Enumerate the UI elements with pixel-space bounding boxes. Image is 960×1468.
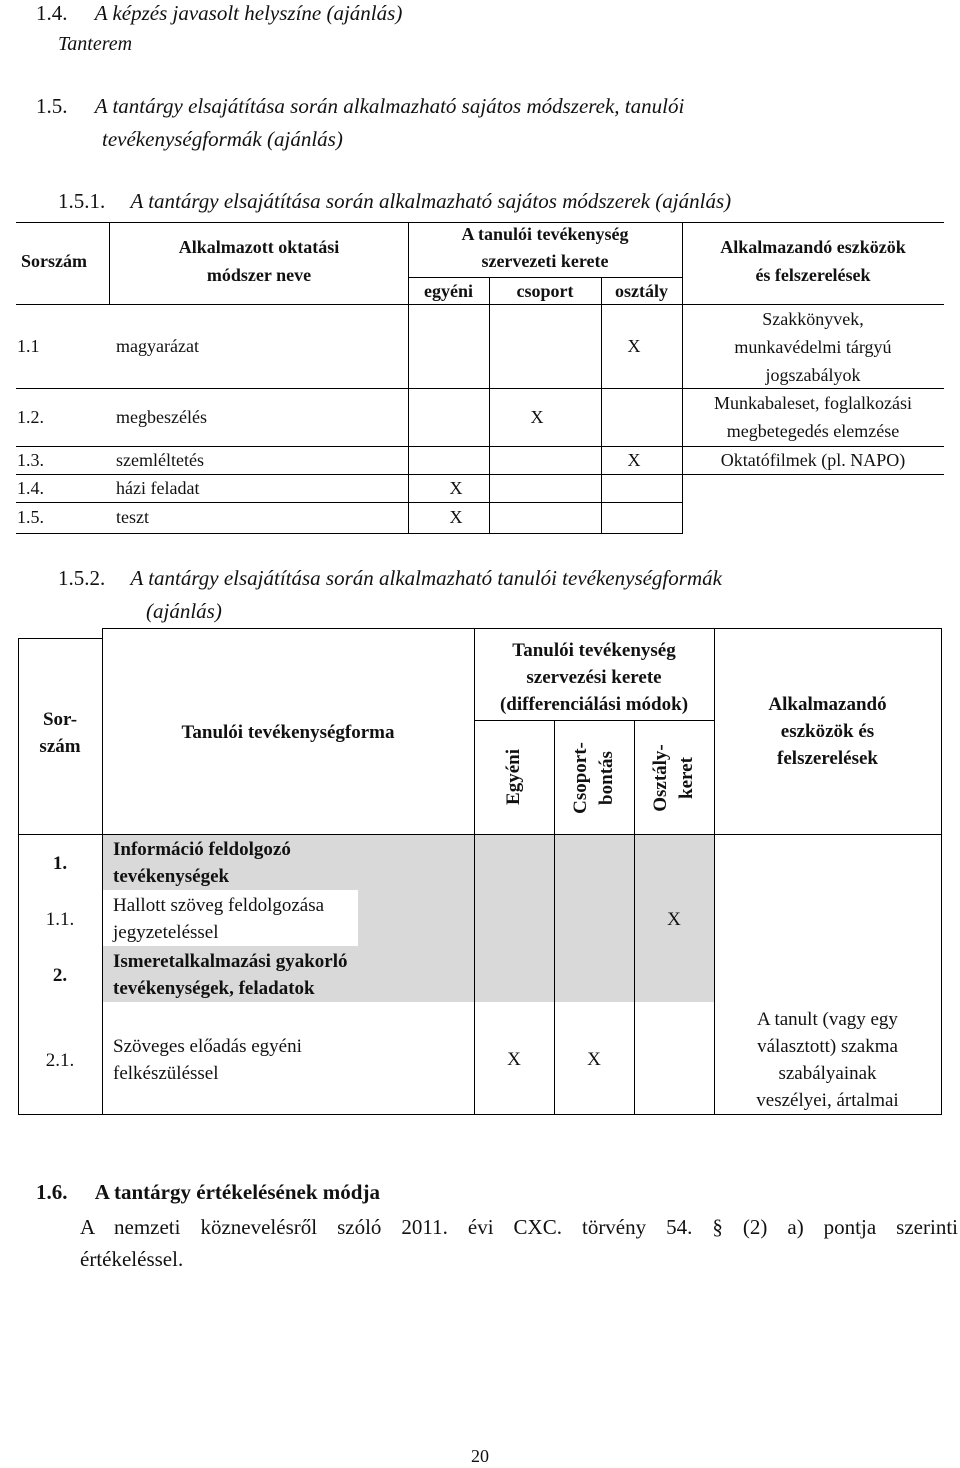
section-title-line1: A tantárgy elsajátítása során alkalmazható tanulói tevékenységformák (130, 566, 722, 590)
section-1-4-heading (36, 1, 402, 26)
row-method: szemléltetés (116, 450, 204, 470)
header-org-line1: A tanulói tevékenység (461, 224, 629, 244)
row-tools-line4: veszélyei, ártalmai (756, 1090, 899, 1111)
section-number: 1.4. (36, 1, 68, 25)
mark-egyeni: X (507, 1049, 521, 1070)
row-tools-line3: jogszabályok (765, 365, 861, 385)
header-method-line2: módszer neve (206, 265, 312, 285)
section-title-line2: tevékenységformák (ajánlás) (102, 127, 343, 151)
row-tools-line1: Munkabaleset, foglalkozási (714, 393, 912, 413)
activity-forms-table (18, 628, 942, 1144)
row-number: 1.1. (45, 909, 75, 930)
header-sorszam-line2: szám (39, 736, 81, 757)
header-osztalykeret-line2: keret (676, 757, 697, 799)
row-tools-line2: választott) szakma (757, 1036, 898, 1057)
section-title: A tantárgy elsajátítása során alkalmazható sajátos módszerek (ajánlás) (130, 189, 732, 213)
section-1-6-heading (36, 1180, 380, 1205)
row-method: teszt (116, 507, 149, 527)
row-number: 1.3. (17, 450, 44, 470)
header-csoportbontas (568, 722, 620, 834)
row-number: 1. (52, 853, 68, 874)
row-text-line1: Információ feldolgozó (113, 839, 291, 860)
header-org-line1: Tanulói tevékenység (512, 640, 676, 661)
row-number: 1.5. (17, 507, 44, 527)
section-number: 1.5. (36, 94, 68, 118)
header-org-line3: (differenciálási módok) (499, 694, 689, 715)
row-tools-line2: munkavédelmi tárgyú (734, 337, 892, 357)
header-csoportbontas-line1: Csoport- (570, 742, 591, 814)
header-tools-line3: felszerelések (777, 748, 878, 769)
header-csoport: csoport (516, 281, 574, 301)
section-title-line1: A tantárgy elsajátítása során alkalmazható sajátos módszerek, tanulói (94, 94, 685, 118)
row-tools: Oktatófilmek (pl. NAPO) (720, 450, 906, 470)
section-1-5-heading (36, 94, 684, 119)
row-tools-line1: Szakkönyvek, (762, 309, 864, 329)
section-number: 1.6. (36, 1180, 68, 1204)
row-tools-line3: szabályainak (778, 1063, 877, 1084)
page-number: 20 (471, 1446, 489, 1466)
methods-table (16, 222, 944, 534)
section-title: A képzés javasolt helyszíne (ajánlás) (94, 1, 403, 25)
header-osztalykeret-line1: Osztály- (650, 744, 671, 812)
row-tools-line2: megbetegedés elemzése (726, 421, 900, 441)
header-activity-form: Tanulói tevékenységforma (181, 722, 395, 743)
mark-csoportbontas: X (587, 1049, 601, 1070)
row-number: 1.4. (17, 478, 44, 498)
header-sorszam: Sorszám (21, 251, 87, 271)
row-number: 1.2. (17, 407, 44, 427)
row-text-line1: Ismeretalkalmazási gyakorló (113, 951, 348, 972)
header-tools-line1: Alkalmazandó (768, 694, 887, 715)
mark-osztaly: X (667, 909, 681, 930)
section-number: 1.5.2. (58, 566, 106, 590)
mark-osztaly: X (627, 450, 641, 470)
row-text-line1: Szöveges előadás egyéni (113, 1036, 302, 1057)
row-number: 1.1 (17, 336, 40, 356)
evaluation-text-line1: A nemzeti köznevelésről szóló 2011. évi CXC. törvény 54. § (2) a) pontja szerinti (80, 1215, 958, 1239)
header-tools-line2: eszközök és (780, 721, 875, 742)
row-number: 2.1. (45, 1050, 75, 1071)
header-egyeni: Egyéni (503, 749, 524, 805)
evaluation-text-line2: értékeléssel. (80, 1247, 184, 1271)
header-tools-line1: Alkalmazandó eszközök (720, 237, 906, 257)
row-method: házi feladat (116, 478, 200, 498)
row-text-line2: tevékenységek (113, 866, 230, 887)
header-org-line2: szervezeti kerete (481, 251, 609, 271)
header-csoportbontas-line2: bontás (596, 751, 617, 805)
location-text: Tanterem (58, 33, 133, 55)
mark-egyeni: X (449, 507, 463, 527)
section-number: 1.5.1. (58, 189, 106, 213)
header-method-line1: Alkalmazott oktatási (178, 237, 340, 257)
header-osztaly: osztály (615, 281, 668, 301)
row-text-line2: felkészüléssel (113, 1063, 219, 1084)
section-1-5-1-heading (58, 189, 731, 214)
section-1-5-2-heading (58, 566, 722, 591)
header-org-line2: szervezési kerete (526, 667, 662, 688)
header-sorszam-line1: Sor- (42, 709, 78, 730)
header-osztalykeret (648, 722, 700, 834)
row-text-line2: tevékenységek, feladatok (113, 978, 315, 999)
row-method: megbeszélés (116, 407, 207, 427)
mark-csoport: X (530, 407, 544, 427)
row-tools-line1: A tanult (vagy egy (757, 1009, 898, 1030)
row-text-line1: Hallott szöveg feldolgozása (113, 895, 325, 916)
header-egyeni: egyéni (424, 281, 473, 301)
header-tools-line2: és felszerelések (755, 265, 871, 285)
row-number: 2. (52, 965, 68, 986)
mark-egyeni: X (449, 478, 463, 498)
section-title-line2: (ajánlás) (146, 599, 222, 623)
section-title: A tantárgy értékelésének módja (94, 1180, 380, 1204)
row-text-line2: jegyzeteléssel (113, 922, 219, 943)
row-method: magyarázat (116, 336, 199, 356)
mark-osztaly: X (627, 336, 641, 356)
